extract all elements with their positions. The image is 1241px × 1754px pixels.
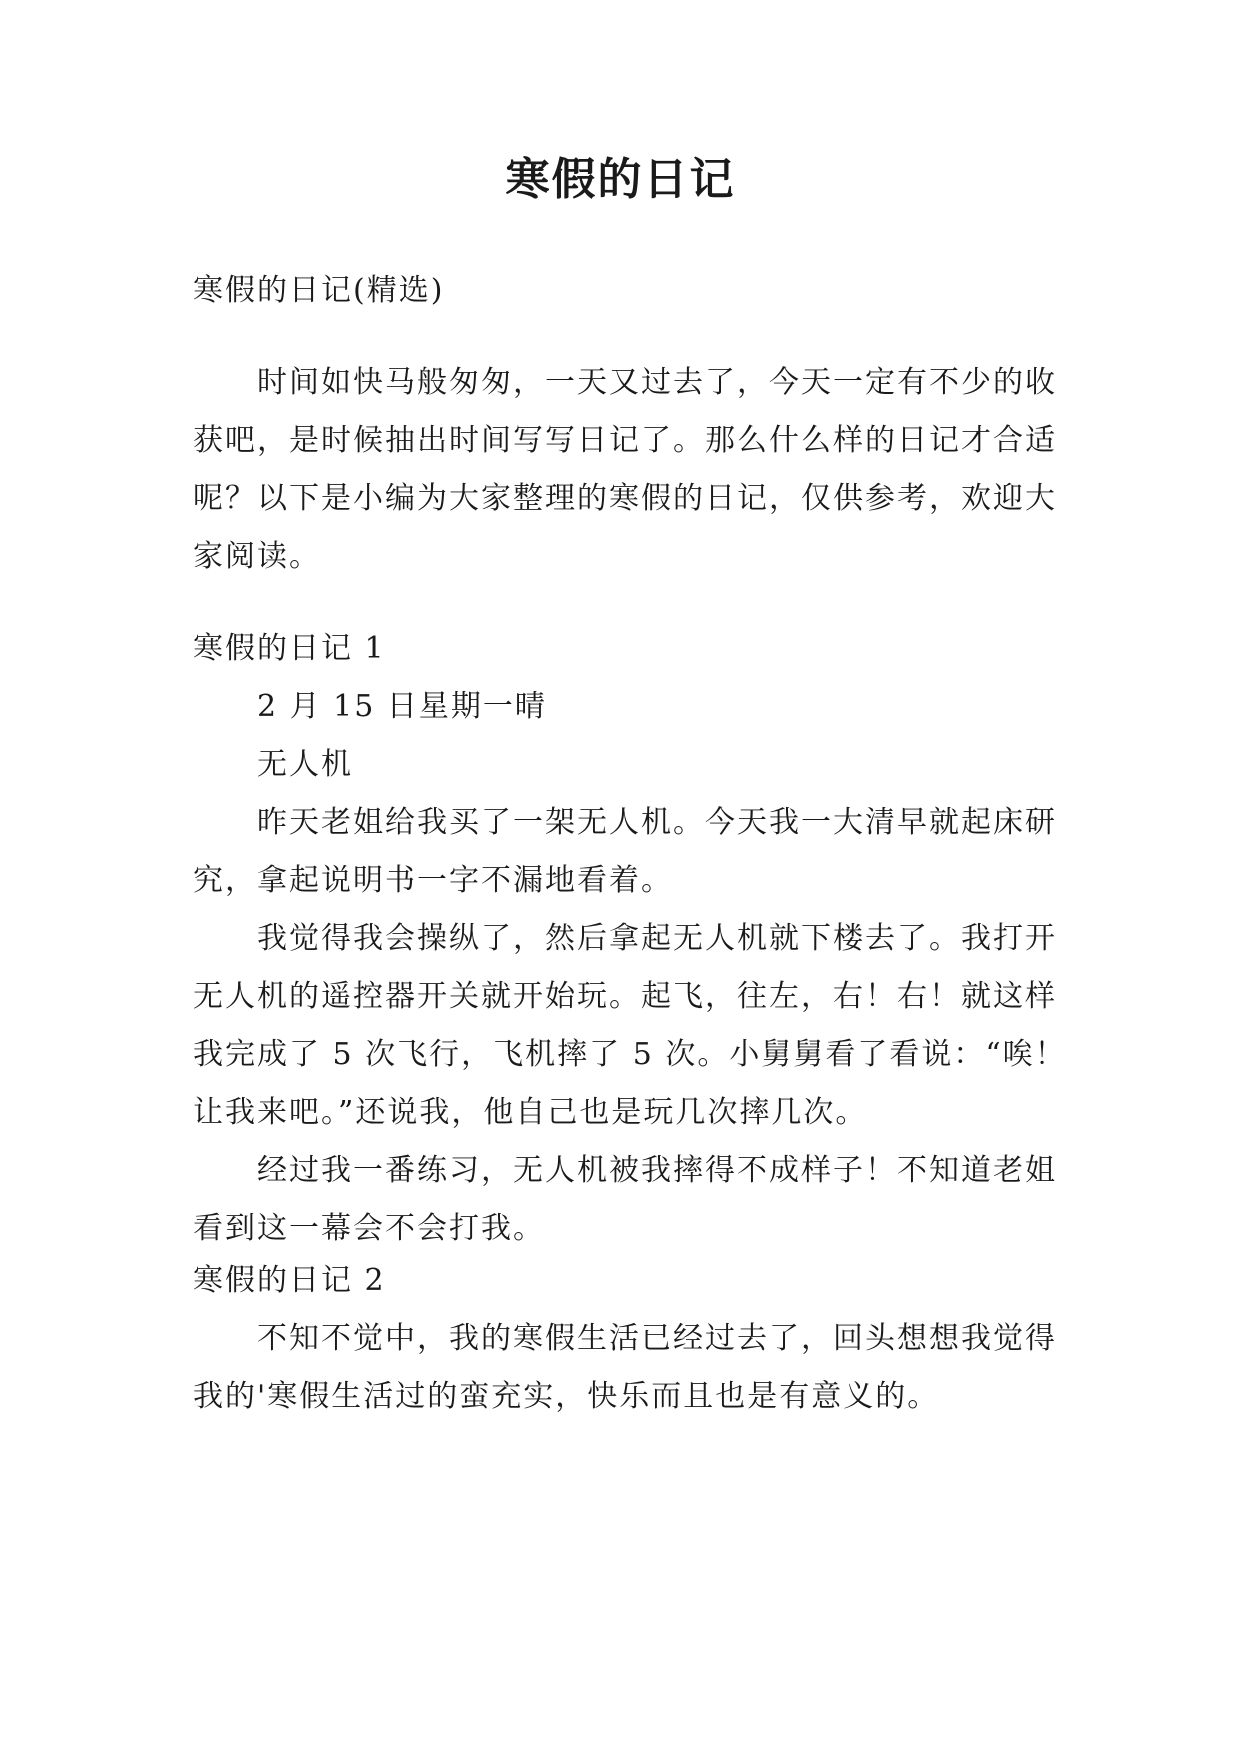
- entry-1-heading: 寒假的日记 1: [193, 631, 386, 666]
- document-subtitle: [193, 262, 1073, 320]
- entry-1-paragraph: 我觉得我会操纵了，然后拿起无人机就下楼去了。我打开无人机的遥控器开关就开始玩。起飞，往左，右！右！就这样我完成了 5 次飞行，飞机摔了 5 次。小舅舅看了看说：“唉！让我来吧。”还说我，他自己也是玩几次摔几次。: [193, 921, 1067, 1130]
- entry-1-paragraph: 昨天老姐给我买了一架无人机。今天我一大清早就起床研究，拿起说明书一字不漏地看着。: [193, 805, 1057, 898]
- entry-1-topic: 无人机: [257, 747, 353, 782]
- entry-2-paragraph: 不知不觉中，我的寒假生活已经过去了，回头想想我觉得我的'寒假生活过的蛮充实，快乐而且也是有意义的。: [193, 1321, 1057, 1414]
- intro-section: [193, 354, 1073, 586]
- entry-1-date: 2 月 15 日星期一晴: [257, 689, 547, 724]
- entry-1-paragraph: 经过我一番练习，无人机被我摔得不成样子！不知道老姐看到这一幕会不会打我。: [193, 1153, 1057, 1246]
- entry-2-heading: 寒假的日记 2: [193, 1263, 386, 1298]
- document-title: 寒假的日记: [505, 154, 736, 205]
- entry-2-section: [193, 1252, 1073, 1426]
- intro-paragraph: 时间如快马般匆匆，一天又过去了，今天一定有不少的收获吧，是时候抽出时间写写日记了。那么什么样的日记才合适呢？以下是小编为大家整理的寒假的日记，仅供参考，欢迎大家阅读。: [193, 365, 1057, 574]
- entry-1-section: [193, 620, 1073, 1258]
- subtitle-text: 寒假的日记(精选): [193, 273, 445, 308]
